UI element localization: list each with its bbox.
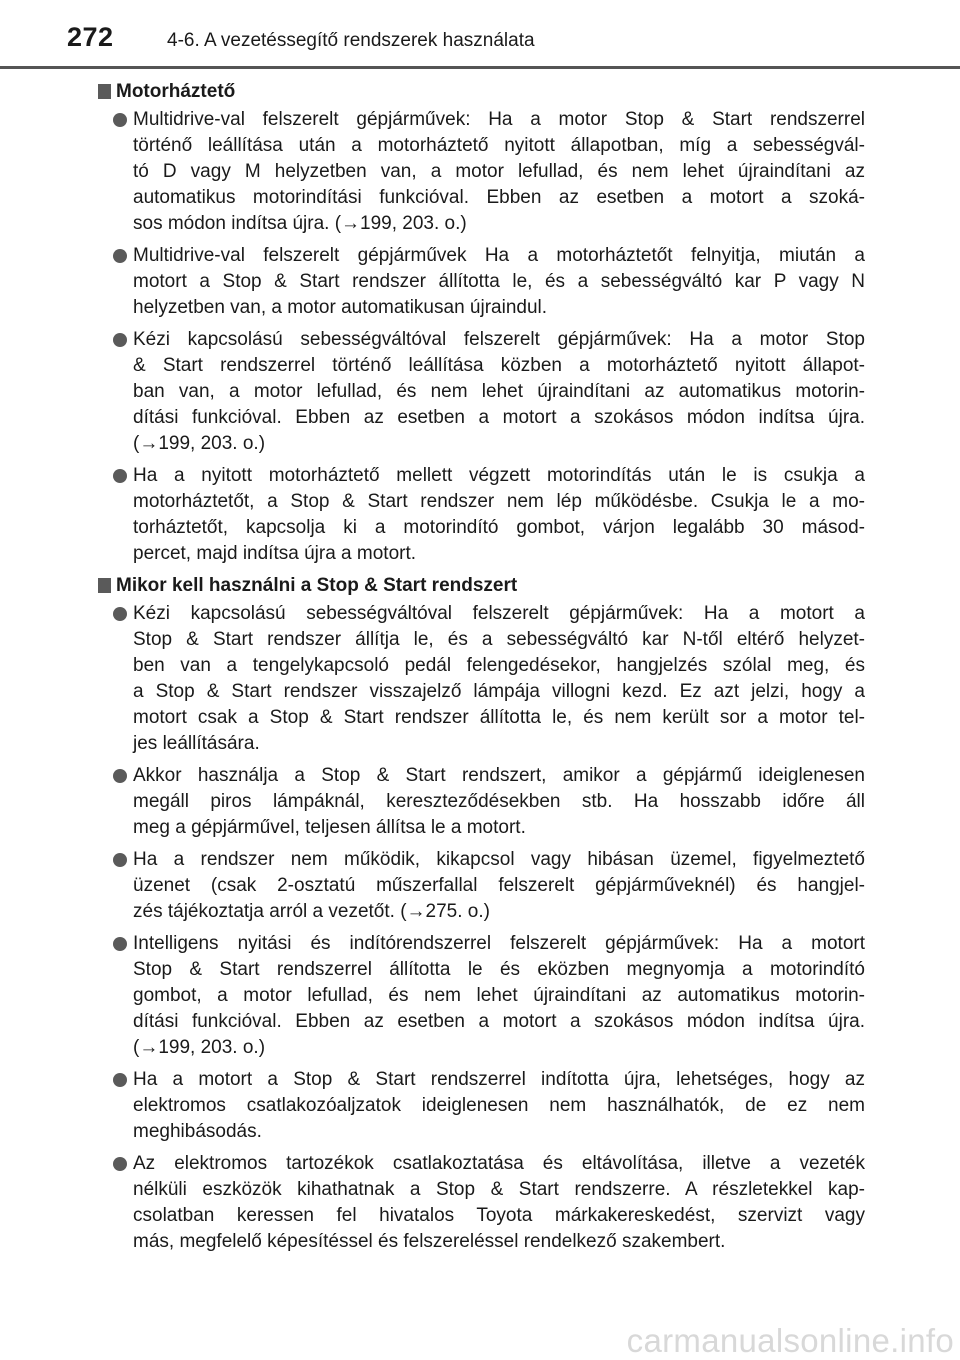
text-line: tó D vagy M helyzetben van, a motor lefullad, és nem lehet újraindítani az [133, 161, 865, 182]
text-line: ben van a tengelykapcsoló pedál felengedésekor, hangjelzés szólal meg, és [133, 655, 865, 676]
page-body [98, 79, 865, 1261]
square-bullet-icon [98, 84, 111, 99]
text-line: torháztetőt, kapcsolja ki a motorindító gombot, várjon legalább 30 másod- [133, 517, 865, 538]
text-line: Stop & Start rendszerrel állította le és eközben megnyomja a motorindító [133, 959, 865, 980]
text-line: Intelligens nyitási és indítórendszerrel felszerelt gépjárművek: Ha a motort [133, 933, 865, 954]
bullet-item [98, 1151, 865, 1255]
section-title: 4-6. A vezetéssegítő rendszerek használata [167, 30, 535, 51]
round-bullet-icon [113, 469, 127, 483]
text-line: motorháztetőt, a Stop & Start rendszer nem lép működésbe. Csukja le a mo- [133, 491, 865, 512]
text-line: Kézi kapcsolású sebességváltóval felszerelt gépjárművek: Ha a motor Stop [133, 329, 865, 350]
round-bullet-icon [113, 853, 127, 867]
bullet-item [98, 847, 865, 925]
text-line: gombot, a motor lefullad, és nem lehet újraindítani az automatikus motorin- [133, 985, 865, 1006]
text-line: Ha a nyitott motorháztető mellett végzett motorindítás után le is csukja a [133, 465, 865, 486]
text-line: helyzetben van, a motor automatikusan újraindul. [133, 297, 548, 318]
text-line: Kézi kapcsolású sebességváltóval felszerelt gépjárművek: Ha a motort a [133, 603, 865, 624]
text-line: nélküli eszközök kihathatnak a Stop & Start rendszerre. A részletekkel kap- [133, 1179, 865, 1200]
text-line: Multidrive-val felszerelt gépjárművek Ha a motorháztetőt felnyitja, miután a [133, 245, 865, 266]
round-bullet-icon [113, 769, 127, 783]
text-line: dítási funkcióval. Ebben az esetben a motort a szokásos módon indítsa újra. [133, 1011, 865, 1032]
text-line: üzenet (csak 2-osztatú műszerfallal felszerelt gépjárműveknél) és hangjel- [133, 875, 865, 896]
text-line: megáll piros lámpáknál, kereszteződésekben stb. Ha hosszabb időre áll [133, 791, 865, 812]
bullet-item [98, 243, 865, 321]
text-line: Ha a rendszer nem működik, kikapcsol vagy hibásan üzemel, figyelmeztető [133, 849, 865, 870]
section-heading [98, 573, 865, 599]
page-number: 272 [67, 22, 114, 52]
header-rule [0, 66, 960, 69]
text-line: elektromos csatlakozóaljzatok ideiglenesen nem használhatók, de ez nem [133, 1095, 865, 1116]
bullet-item [98, 327, 865, 457]
text-line: Stop & Start rendszer állítja le, és a sebességváltó kar N-től eltérő helyzet- [133, 629, 865, 650]
round-bullet-icon [113, 607, 127, 621]
text-line: történő leállítása után a motorháztető nyitott állapotban, míg a sebességvál- [133, 135, 865, 156]
section-heading-text: Mikor kell használni a Stop & Start rendszert [116, 575, 518, 596]
text-line: (→199, 203. o.) [133, 1037, 266, 1058]
bullet-item [98, 763, 865, 841]
round-bullet-icon [113, 1073, 127, 1087]
text-line: Multidrive-val felszerelt gépjárművek: Ha a motor Stop & Start rendszerrel [133, 109, 865, 130]
round-bullet-icon [113, 333, 127, 347]
watermark: carmanualsonline.info [626, 1322, 954, 1359]
text-line: motort csak a Stop & Start rendszer állította le, és nem került sor a motor tel- [133, 707, 865, 728]
round-bullet-icon [113, 937, 127, 951]
text-line: jes leállítására. [133, 733, 260, 754]
text-line: ban van, a motor lefullad, és nem lehet újraindítani az automatikus motorin- [133, 381, 865, 402]
text-line: meghibásodás. [133, 1121, 262, 1142]
text-line: percet, majd indítsa újra a motort. [133, 543, 417, 564]
text-line: (→199, 203. o.) [133, 433, 266, 454]
round-bullet-icon [113, 249, 127, 263]
section [98, 573, 865, 1255]
round-bullet-icon [113, 1157, 127, 1171]
text-line: Ha a motort a Stop & Start rendszerrel indította újra, lehetséges, hogy az [133, 1069, 865, 1090]
bullet-item [98, 107, 865, 237]
bullet-item [98, 463, 865, 567]
page-header [0, 0, 960, 66]
text-line: sos módon indítsa újra. (→199, 203. o.) [133, 213, 467, 234]
text-line: Akkor használja a Stop & Start rendszert, amikor a gépjármű ideiglenesen [133, 765, 865, 786]
text-line: a Stop & Start rendszer visszajelző lámpája villogni kezd. Ez azt jelzi, hogy a [133, 681, 865, 702]
bullet-item [98, 601, 865, 757]
text-line: Az elektromos tartozékok csatlakoztatása és eltávolítása, illetve a vezeték [133, 1153, 865, 1174]
square-bullet-icon [98, 578, 111, 593]
text-line: & Start rendszerrel történő leállítása közben a motorháztető nyitott állapot- [133, 355, 865, 376]
section-heading-text: Motorháztető [116, 81, 236, 102]
bullet-item [98, 931, 865, 1061]
text-line: dítási funkcióval. Ebben az esetben a motort a szokásos módon indítsa újra. [133, 407, 865, 428]
text-line: motort a Stop & Start rendszer állította le, és a sebességváltó kar P vagy N [133, 271, 865, 292]
round-bullet-icon [113, 113, 127, 127]
text-line: automatikus motorindítási funkcióval. Ebben az esetben a motort a szoká- [133, 187, 865, 208]
bullet-item [98, 1067, 865, 1145]
text-line: más, megfelelő képesítéssel és felszereléssel rendelkező szakembert. [133, 1231, 726, 1252]
text-line: csolatban keressen fel hivatalos Toyota márkakereskedést, szervizt vagy [133, 1205, 865, 1226]
section-heading [98, 79, 865, 105]
text-line: meg a gépjárművel, teljesen állítsa le a motort. [133, 817, 526, 838]
text-line: zés tájékoztatja arról a vezetőt. (→275. o.) [133, 901, 490, 922]
section [98, 79, 865, 567]
